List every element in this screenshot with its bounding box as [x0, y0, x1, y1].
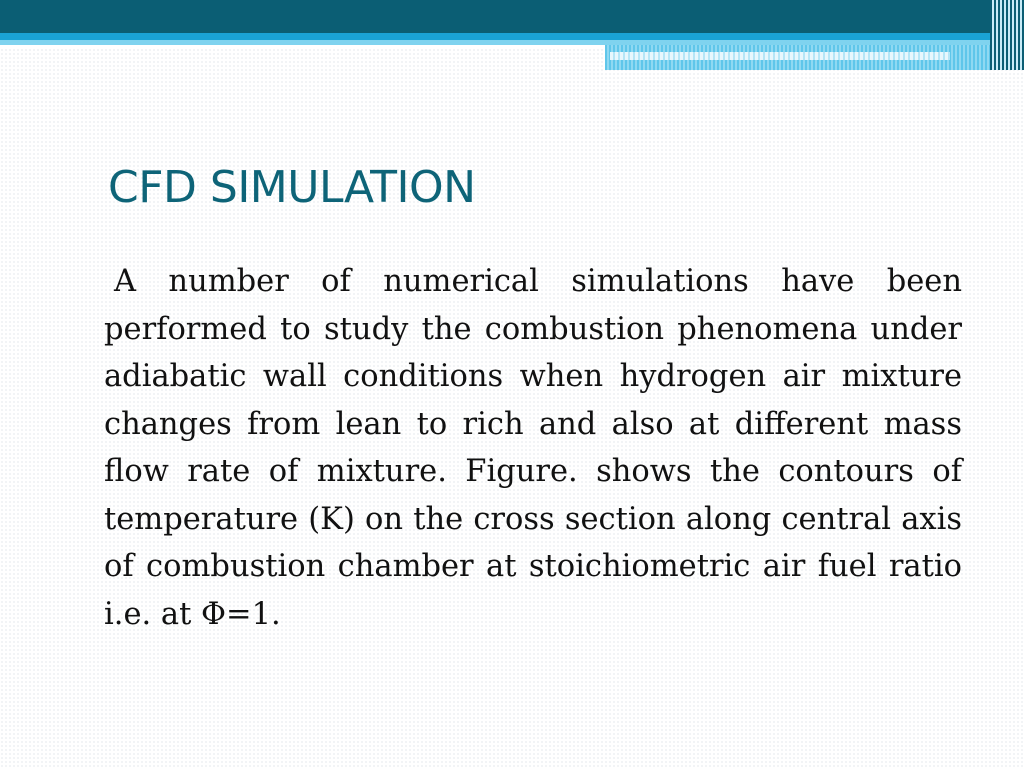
header-corner-stripes	[990, 0, 1024, 70]
header-accent-inner-strip	[610, 52, 950, 60]
header-band-dark	[0, 0, 1024, 33]
header-band-gap	[0, 45, 605, 48]
slide-body-text: A number of numerical simulations have been performed to study the combustion phenomena under adiabatic wall conditions when hydrogen air mixture changes from lean to rich and also at different mass flow rate of mixture. Figure. shows the contours of temperature (K) on the cross section along central axis of combustion chamber at stoichiometric air fuel ratio i.e. at Φ=1.	[104, 264, 962, 632]
slide-title: CFD SIMULATION	[108, 162, 476, 213]
header-band-mid	[0, 33, 1024, 40]
